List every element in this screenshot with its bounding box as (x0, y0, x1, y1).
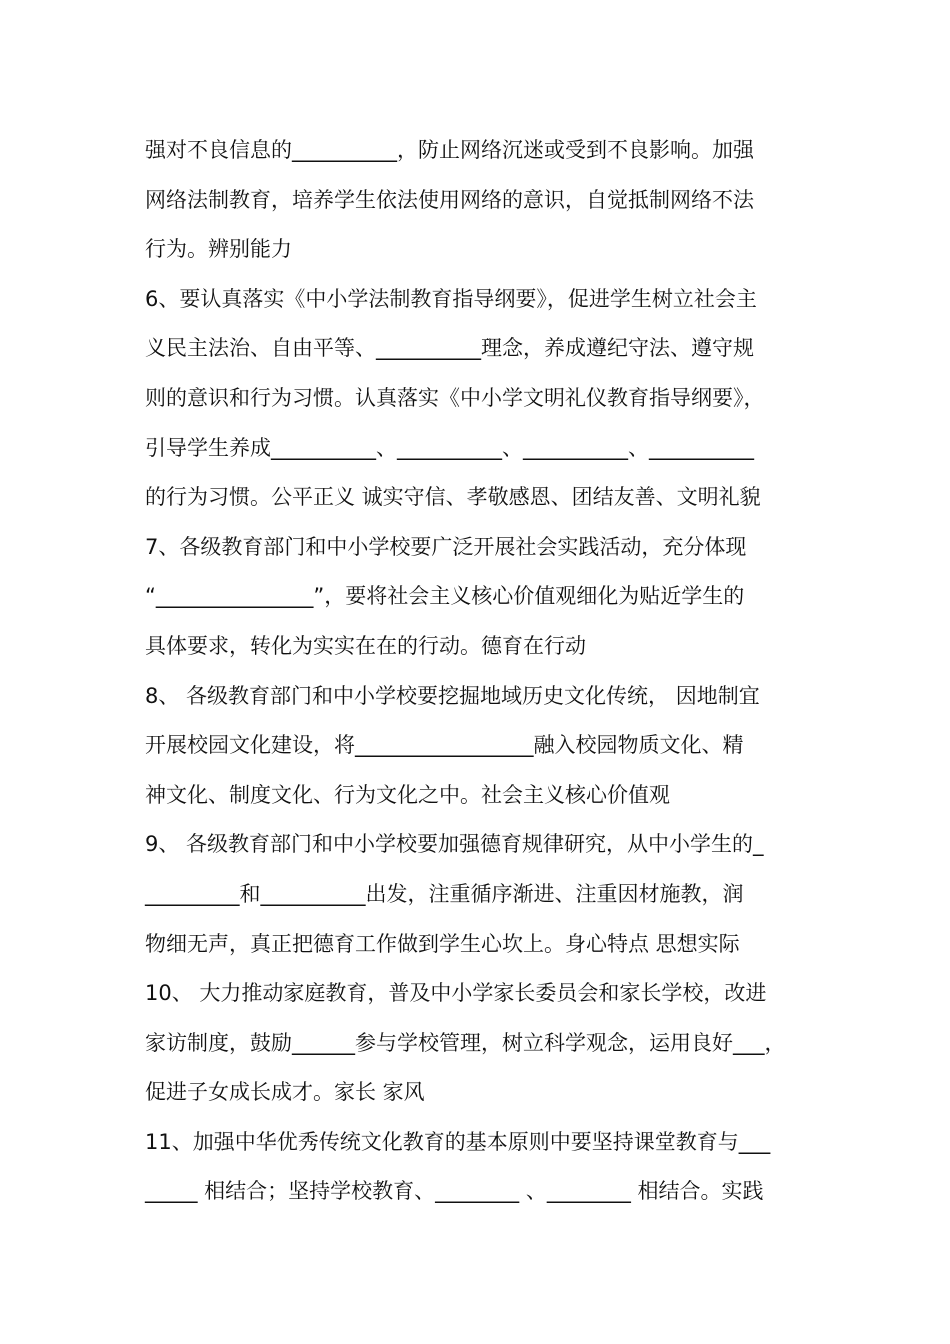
text-line: 引导学生养成__________、__________、__________、__________ (145, 435, 754, 460)
text-line: 神文化、制度文化、行为文化之中。社会主义核心价值观 (145, 782, 670, 807)
text-line: 网络法制教育，培养学生依法使用网络的意识，自觉抵制网络不法 (145, 187, 754, 212)
text-line: _____ 相结合；坚持学校教育、________ 、________ 相结合。实践 (145, 1179, 764, 1204)
text-line: 10、 大力推动家庭教育，普及中小学家长委员会和家长学校，改进 (145, 981, 767, 1006)
text-line: 6、要认真落实《中小学法制教育指导纲要》，促进学生树立社会主 (145, 286, 757, 311)
text-line: 义民主法治、自由平等、__________理念，养成遵纪守法、遵守规 (145, 336, 754, 361)
text-line: 家访制度，鼓励______参与学校管理，树立科学观念，运用良好___， (145, 1030, 786, 1055)
text-line: 7、各级教育部门和中小学校要广泛开展社会实践活动，充分体现 (145, 534, 747, 559)
text-line: 强对不良信息的__________，防止网络沉迷或受到不良影响。加强 (145, 138, 754, 162)
text-line: 开展校园文化建设，将_________________融入校园物质文化、精 (145, 733, 744, 758)
text-line: 行为。辨别能力 (145, 237, 292, 262)
text-line: 11、加强中华优秀传统文化教育的基本原则中要坚持课堂教育与___ (145, 1129, 771, 1154)
text-line: 物细无声，真正把德育工作做到学生心坎上。身心特点 思想实际 (145, 931, 740, 956)
text-line: _________和__________出发，注重循序渐进、注重因材施教，润 (145, 881, 744, 906)
text-line: “_______________”，要将社会主义核心价值观细化为贴近学生的 (145, 584, 745, 609)
text-line: 具体要求，转化为实实在在的行动。德育在行动 (145, 633, 586, 658)
text-line: 9、 各级教育部门和中小学校要加强德育规律研究，从中小学生的_ (145, 832, 764, 857)
text-line: 促进子女成长成才。家长 家风 (145, 1080, 425, 1105)
text-line: 则的意识和行为习惯。认真落实《中小学文明礼仪教育指导纲要》， (145, 385, 765, 410)
text-line: 8、 各级教育部门和中小学校要挖掘地域历史文化传统， 因地制宜 (145, 683, 760, 708)
text-line: 的行为习惯。公平正义 诚实守信、孝敬感恩、团结友善、文明礼貌 (145, 485, 761, 510)
document-body (145, 126, 835, 1217)
